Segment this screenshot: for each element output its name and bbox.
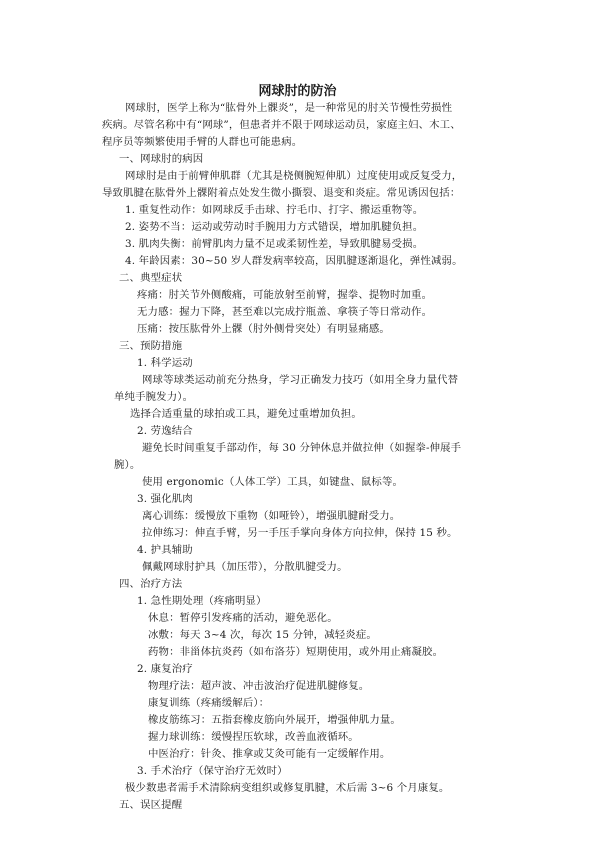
body-line: 压痛：按压肱骨外上髁（肘外侧骨突处）有明显痛感。	[137, 323, 390, 335]
body-line: 中医治疗：针灸、推拿或艾灸可能有一定缓解作用。	[148, 748, 391, 760]
section-heading: 三、预防措施	[119, 340, 183, 352]
list-item: 2. 姿势不当：运动或劳动时手腕用力方式错误，增加肌腱负担。	[125, 221, 424, 233]
body-line: 极少数患者需手术清除病变组织或修复肌腱，术后需 3~6 个月康复。	[125, 782, 450, 794]
subsection-heading: 2. 劳逸结合	[137, 425, 193, 437]
subsection-heading: 1. 急性期处理（疼痛明显）	[137, 595, 267, 607]
subsection-heading: 3. 手术治疗（保守治疗无效时）	[137, 765, 288, 777]
body-line: 无力感：握力下降，甚至难以完成拧瓶盖、拿筷子等日常动作。	[137, 306, 433, 318]
body-line: 佩戴网球肘护具（加压带），分散肌腱受力。	[142, 561, 348, 573]
body-line: 物理疗法：超声波、冲击波治疗促进肌腱修复。	[148, 680, 370, 692]
body-line: 握力球训练：缓慢捏压软球，改善血液循环。	[148, 731, 359, 743]
body-line: 休息：暂停引发疼痛的活动，避免恶化。	[148, 612, 338, 624]
section-heading: 二、典型症状	[119, 272, 183, 284]
body-line: 疾病。尽管名称中有“网球”，但患者并不限于网球运动员，家庭主妇、木工、	[102, 119, 461, 131]
body-line: 离心训练：缓慢放下重物（如哑铃），增强肌腱耐受力。	[142, 510, 401, 522]
body-line: 网球肘是由于前臂伸肌群（尤其是桡侧腕短伸肌）过度使用或反复受力，	[125, 170, 463, 182]
subsection-heading: 3. 强化肌肉	[137, 493, 193, 505]
body-line: 橡皮筋练习：五指套橡皮筋向外展开，增强伸肌力量。	[148, 714, 401, 726]
body-line: 康复训练（疼痛缓解后）：	[148, 697, 270, 709]
body-line: 程序员等频繁使用手臂的人群也可能患病。	[102, 136, 303, 148]
body-line: 网球肘，医学上称为“肱骨外上髁炎”，是一种常见的肘关节慢性劳损性	[125, 102, 453, 114]
subsection-heading: 1. 科学运动	[137, 357, 193, 369]
list-item: 3. 肌肉失衡：前臂肌肉力量不足或柔韧性差，导致肌腱易受损。	[125, 238, 424, 250]
body-line: 疼痛：肘关节外侧酸痛，可能放射至前臂，握拳、提物时加重。	[137, 289, 433, 301]
section-heading: 四、治疗方法	[119, 578, 183, 590]
section-heading: 一、网球肘的病因	[119, 153, 204, 165]
body-line: 选择合适重量的球拍或工具，避免过重增加负担。	[130, 408, 362, 420]
list-item: 1. 重复性动作：如网球反手击球、拧毛巾、打字、搬运重物等。	[125, 204, 424, 216]
body-line: 单纯手腕发力）。	[114, 391, 194, 403]
body-line: 腕）。	[114, 459, 141, 471]
body-line: 拉伸练习：伸直手臂，另一手压手掌向身体方向拉伸，保持 15 秒。	[142, 527, 458, 539]
body-line: 药物：非甾体抗炎药（如布洛芬）短期使用，或外用止痛凝胶。	[148, 646, 444, 658]
subsection-heading: 2. 康复治疗	[137, 663, 193, 675]
document-title: 网球肘的防治	[258, 84, 337, 99]
body-line: 避免长时间重复手部动作，每 30 分钟休息并做拉伸（如握拳-伸展手	[142, 442, 462, 454]
body-line: 使用 ergonomic（人体工学）工具，如键盘、鼠标等。	[142, 476, 404, 488]
body-line: 导致肌腱在肱骨外上髁附着点处发生微小撕裂、退变和炎症。常见诱因包括：	[102, 187, 461, 199]
section-heading: 五、误区提醒	[119, 799, 183, 811]
list-item: 4. 年龄因素：30~50 岁人群发病率较高，因肌腱逐渐退化，弹性减弱。	[125, 255, 463, 267]
body-line: 冰敷：每天 3~4 次，每次 15 分钟，减轻炎症。	[148, 629, 377, 641]
body-line: 网球等球类运动前充分热身，学习正确发力技巧（如用全身力量代替	[142, 374, 459, 386]
subsection-heading: 4. 护具辅助	[137, 544, 193, 556]
